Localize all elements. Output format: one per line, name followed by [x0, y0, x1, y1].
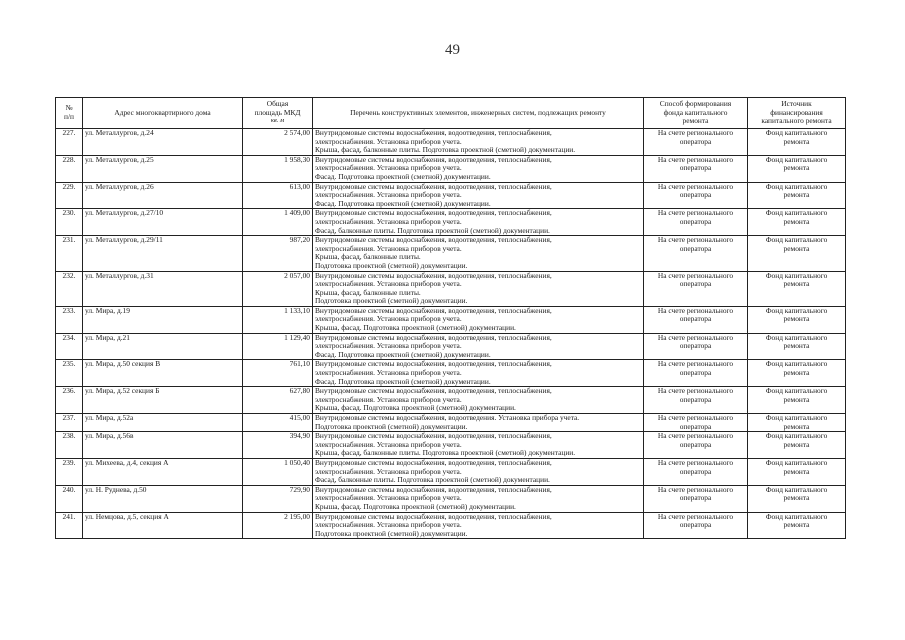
method-line: На счете регионального — [657, 128, 734, 137]
row-works — [313, 458, 644, 485]
row-area: 987,20 — [243, 236, 313, 271]
source-line: ремонта — [783, 368, 810, 378]
row-method — [644, 432, 748, 459]
works-line: Подготовка проектной (сметной) документации. — [315, 297, 468, 306]
source-line: ремонта — [783, 466, 810, 476]
source-line: Фонд капитального — [765, 359, 828, 369]
source-line: ремонта — [783, 439, 810, 449]
row-address: ул. Металлургов, д.31 — [83, 271, 243, 306]
works-line: Внутридомовые системы водоснабжения, водоотведения, теплоснабжения, — [315, 306, 552, 315]
method-line: оператора — [679, 394, 712, 404]
method-line: На счете регионального — [657, 359, 734, 369]
works-line: электроснабжения. Установка приборов учета. — [315, 244, 462, 253]
row-area: 415,00 — [243, 414, 313, 432]
works-line: Крыша, фасад. Подготовка проектной (сметной) документации. — [315, 404, 516, 413]
row-address: ул. Михеева, д.4, секция А — [83, 458, 243, 485]
method-line: оператора — [679, 493, 712, 503]
works-line: Внутридомовые системы водоснабжения, водоотведения, теплоснабжения, — [315, 512, 552, 521]
row-number: 238. — [56, 432, 83, 459]
method-line: оператора — [679, 520, 712, 530]
row-area: 1 133,10 — [243, 306, 313, 333]
table-row — [56, 271, 846, 306]
source-line: ремонта — [783, 163, 810, 173]
row-method — [644, 182, 748, 209]
works-line: Крыша, фасад, балконные плиты. — [315, 253, 421, 262]
table-row — [56, 209, 846, 236]
table-row — [56, 485, 846, 512]
row-method — [644, 414, 748, 432]
row-source — [748, 236, 846, 271]
table-row — [56, 333, 846, 360]
works-line: Внутридомовые системы водоснабжения, водоотведения, теплоснабжения, — [315, 209, 552, 218]
method-line: На счете регионального — [657, 235, 734, 245]
row-method — [644, 129, 748, 156]
works-line: Подготовка проектной (сметной) документации. — [315, 422, 468, 431]
source-line: Фонд капитального — [765, 512, 828, 521]
source-line: ремонта — [783, 190, 810, 200]
row-works — [313, 333, 644, 360]
source-line: Фонд капитального — [765, 306, 828, 315]
works-line: Внутридомовые системы водоснабжения, водоотведения. Установка прибора учета. — [315, 414, 580, 422]
row-method — [644, 209, 748, 236]
row-source — [748, 333, 846, 360]
method-line: оператора — [679, 341, 712, 351]
source-line: ремонта — [783, 421, 810, 431]
row-number: 241. — [56, 512, 83, 539]
row-source — [748, 432, 846, 459]
row-works — [313, 360, 644, 387]
table-row — [56, 155, 846, 182]
header-method: Способ формирования фонда капитального ремонта — [644, 98, 748, 129]
row-number: 227. — [56, 129, 83, 156]
source-line: Фонд капитального — [765, 128, 828, 137]
table-row — [56, 360, 846, 387]
works-line: электроснабжения. Установка приборов учета. — [315, 315, 462, 324]
row-method — [644, 236, 748, 271]
works-line: Фасад. Подготовка проектной (сметной) документации. — [315, 199, 491, 208]
table-row — [56, 414, 846, 432]
row-works — [313, 414, 644, 432]
works-line: Внутридомовые системы водоснабжения, водоотведения, теплоснабжения, — [315, 387, 552, 396]
source-line: Фонд капитального — [765, 333, 828, 342]
method-line: оператора — [679, 314, 712, 324]
works-line: Фасад. Подготовка проектной (сметной) документации. — [315, 350, 491, 359]
works-line: Внутридомовые системы водоснабжения, водоотведения, теплоснабжения, — [315, 236, 552, 245]
method-line: На счете регионального — [657, 512, 734, 521]
row-source — [748, 271, 846, 306]
row-area: 613,00 — [243, 182, 313, 209]
header-works: Перечень конструктивных элементов, инженерных систем, подлежащих ремонту — [313, 98, 644, 129]
row-source — [748, 387, 846, 414]
row-address: ул. Металлургов, д.26 — [83, 182, 243, 209]
source-line: ремонта — [783, 314, 810, 324]
method-line: На счете регионального — [657, 333, 734, 342]
works-line: электроснабжения. Установка приборов учета. — [315, 494, 462, 503]
source-line: Фонд капитального — [765, 182, 828, 191]
row-area: 1 050,40 — [243, 458, 313, 485]
row-area: 394,90 — [243, 432, 313, 459]
method-line: оператора — [679, 466, 712, 476]
row-source — [748, 360, 846, 387]
row-works — [313, 432, 644, 459]
works-line: Фасад, балконные плиты. Подготовка проектной (сметной) документации. — [315, 476, 550, 485]
works-line: Крыша, фасад. Подготовка проектной (сметной) документации. — [315, 324, 516, 333]
table-row — [56, 387, 846, 414]
header-address: Адрес многоквартирного дома — [83, 98, 243, 129]
works-line: Крыша, фасад, балконные плиты. Подготовка проектной (сметной) документации. — [315, 146, 576, 155]
page-number: 49 — [445, 42, 460, 58]
source-line: Фонд капитального — [765, 458, 828, 467]
row-method — [644, 485, 748, 512]
row-address: ул. Металлургов, д.29/11 — [83, 236, 243, 271]
method-line: На счете регионального — [657, 271, 734, 280]
works-line: Внутридомовые системы водоснабжения, водоотведения, теплоснабжения, — [315, 182, 552, 191]
method-line: оператора — [679, 279, 712, 289]
method-line: На счете регионального — [657, 431, 734, 441]
method-line: На счете регионального — [657, 208, 734, 218]
works-line: Внутридомовые системы водоснабжения, водоотведения, теплоснабжения, — [315, 485, 552, 494]
row-method — [644, 360, 748, 387]
works-line: Крыша, фасад. Подготовка проектной (сметной) документации. — [315, 502, 516, 511]
table-row — [56, 129, 846, 156]
method-line: оператора — [679, 439, 712, 449]
row-address: ул. Металлургов, д.25 — [83, 155, 243, 182]
row-works — [313, 182, 644, 209]
row-works — [313, 306, 644, 333]
row-area: 1 409,00 — [243, 209, 313, 236]
works-line: электроснабжения. Установка приборов учета. — [315, 395, 462, 404]
table-row — [56, 182, 846, 209]
row-number: 234. — [56, 333, 83, 360]
method-line: оператора — [679, 190, 712, 200]
works-line: электроснабжения. Установка приборов учета. — [315, 467, 462, 476]
method-line: оператора — [679, 243, 712, 253]
row-area: 761,10 — [243, 360, 313, 387]
works-line: электроснабжения. Установка приборов учета. — [315, 217, 462, 226]
row-number: 236. — [56, 387, 83, 414]
row-area: 2 574,00 — [243, 129, 313, 156]
row-works — [313, 512, 644, 539]
row-address: ул. Немцова, д.5, секция А — [83, 512, 243, 539]
row-works — [313, 236, 644, 271]
works-line: Фасад. Подготовка проектной (сметной) документации. — [315, 172, 491, 181]
source-line: ремонта — [783, 279, 810, 289]
row-number: 228. — [56, 155, 83, 182]
row-source — [748, 129, 846, 156]
works-line: Подготовка проектной (сметной) документации. — [315, 261, 468, 270]
source-line: Фонд капитального — [765, 386, 828, 396]
row-works — [313, 155, 644, 182]
row-works — [313, 271, 644, 306]
row-method — [644, 155, 748, 182]
header-area: Общая площадь МКД кв. м — [243, 98, 313, 129]
row-works — [313, 209, 644, 236]
method-line: На счете регионального — [657, 386, 734, 396]
row-source — [748, 209, 846, 236]
works-line: Фасад, балконные плиты. Подготовка проектной (сметной) документации. — [315, 226, 550, 235]
source-line: Фонд капитального — [765, 431, 828, 441]
row-number: 232. — [56, 271, 83, 306]
row-works — [313, 387, 644, 414]
works-line: электроснабжения. Установка приборов учета. — [315, 137, 462, 146]
source-line: Фонд капитального — [765, 413, 828, 422]
row-number: 231. — [56, 236, 83, 271]
source-line: Фонд капитального — [765, 235, 828, 245]
row-number: 239. — [56, 458, 83, 485]
row-source — [748, 512, 846, 539]
works-line: электроснабжения. Установка приборов учета. — [315, 191, 462, 200]
table-row — [56, 236, 846, 271]
method-line: оператора — [679, 163, 712, 173]
row-source — [748, 414, 846, 432]
row-number: 230. — [56, 209, 83, 236]
row-source — [748, 155, 846, 182]
method-line: На счете регионального — [657, 413, 734, 422]
method-line: На счете регионального — [657, 458, 734, 467]
method-line: оператора — [679, 368, 712, 378]
method-line: оператора — [679, 421, 712, 431]
row-works — [313, 129, 644, 156]
works-line: Внутридомовые системы водоснабжения, водоотведения, теплоснабжения, — [315, 333, 552, 342]
repair-program-table — [55, 97, 846, 539]
row-area: 2 057,00 — [243, 271, 313, 306]
method-line: оператора — [679, 136, 712, 146]
works-line: Внутридомовые системы водоснабжения, водоотведения, теплоснабжения, — [315, 129, 552, 137]
row-method — [644, 333, 748, 360]
table-body — [56, 129, 846, 539]
row-area: 627,80 — [243, 387, 313, 414]
row-method — [644, 306, 748, 333]
works-line: электроснабжения. Установка приборов учета. — [315, 369, 462, 378]
works-line: Внутридомовые системы водоснабжения, водоотведения, теплоснабжения, — [315, 360, 552, 369]
source-line: Фонд капитального — [765, 208, 828, 218]
works-line: Внутридомовые системы водоснабжения, водоотведения, теплоснабжения, — [315, 155, 552, 164]
works-line: электроснабжения. Установка приборов учета. — [315, 521, 462, 530]
row-number: 240. — [56, 485, 83, 512]
works-line: Внутридомовые системы водоснабжения, водоотведения, теплоснабжения, — [315, 432, 552, 441]
source-line: ремонта — [783, 493, 810, 503]
row-method — [644, 458, 748, 485]
source-line: ремонта — [783, 243, 810, 253]
works-line: электроснабжения. Установка приборов учета. — [315, 440, 462, 449]
header-num: № п/п — [56, 98, 83, 129]
method-line: оператора — [679, 216, 712, 226]
source-line: ремонта — [783, 394, 810, 404]
header-row — [56, 98, 846, 129]
row-number: 237. — [56, 414, 83, 432]
works-line: Фасад. Подготовка проектной (сметной) документации. — [315, 377, 491, 386]
works-line: электроснабжения. Установка приборов учета. — [315, 164, 462, 173]
table-row — [56, 306, 846, 333]
table-row — [56, 512, 846, 539]
header-source: Источник финансирования капитального ремонта — [748, 98, 846, 129]
table-row — [56, 432, 846, 459]
row-works — [313, 485, 644, 512]
area-unit: кв. м — [270, 117, 285, 125]
method-line: На счете регионального — [657, 485, 734, 494]
row-method — [644, 387, 748, 414]
source-line: ремонта — [783, 520, 810, 530]
works-line: электроснабжения. Установка приборов учета. — [315, 280, 462, 289]
works-line: Крыша, фасад, балконные плиты. Подготовка проектной (сметной) документации. — [315, 449, 576, 458]
row-method — [644, 512, 748, 539]
row-area: 2 195,00 — [243, 512, 313, 539]
row-address: ул. Мира, д.56в — [83, 432, 243, 459]
row-address: ул. Н. Руднева, д.50 — [83, 485, 243, 512]
row-address: ул. Мира, д.52а — [83, 414, 243, 432]
works-line: Внутридомовые системы водоснабжения, водоотведения, теплоснабжения, — [315, 271, 552, 280]
works-line: Крыша, фасад, балконные плиты. — [315, 288, 421, 297]
table-row — [56, 458, 846, 485]
source-line: Фонд капитального — [765, 485, 828, 494]
source-line: ремонта — [783, 341, 810, 351]
method-line: На счете регионального — [657, 155, 734, 164]
row-address: ул. Мира, д.50 секция В — [83, 360, 243, 387]
row-address: ул. Металлургов, д.27/10 — [83, 209, 243, 236]
row-address: ул. Мира, д.19 — [83, 306, 243, 333]
method-line: На счете регионального — [657, 306, 734, 315]
row-address: ул. Металлургов, д.24 — [83, 129, 243, 156]
row-source — [748, 458, 846, 485]
row-number: 229. — [56, 182, 83, 209]
works-line: электроснабжения. Установка приборов учета. — [315, 342, 462, 351]
source-line: Фонд капитального — [765, 155, 828, 164]
source-line: ремонта — [783, 216, 810, 226]
row-address: ул. Мира, д.21 — [83, 333, 243, 360]
works-line: Внутридомовые системы водоснабжения, водоотведения, теплоснабжения, — [315, 458, 552, 467]
source-line: ремонта — [783, 136, 810, 146]
method-line: На счете регионального — [657, 182, 734, 191]
works-line: Подготовка проектной (сметной) документации. — [315, 529, 468, 538]
row-address: ул. Мира, д.52 секция Б — [83, 387, 243, 414]
row-area: 1 129,40 — [243, 333, 313, 360]
source-line: Фонд капитального — [765, 271, 828, 280]
row-source — [748, 182, 846, 209]
row-area: 1 958,30 — [243, 155, 313, 182]
row-source — [748, 485, 846, 512]
row-area: 729,90 — [243, 485, 313, 512]
row-number: 235. — [56, 360, 83, 387]
row-number: 233. — [56, 306, 83, 333]
row-source — [748, 306, 846, 333]
row-method — [644, 271, 748, 306]
